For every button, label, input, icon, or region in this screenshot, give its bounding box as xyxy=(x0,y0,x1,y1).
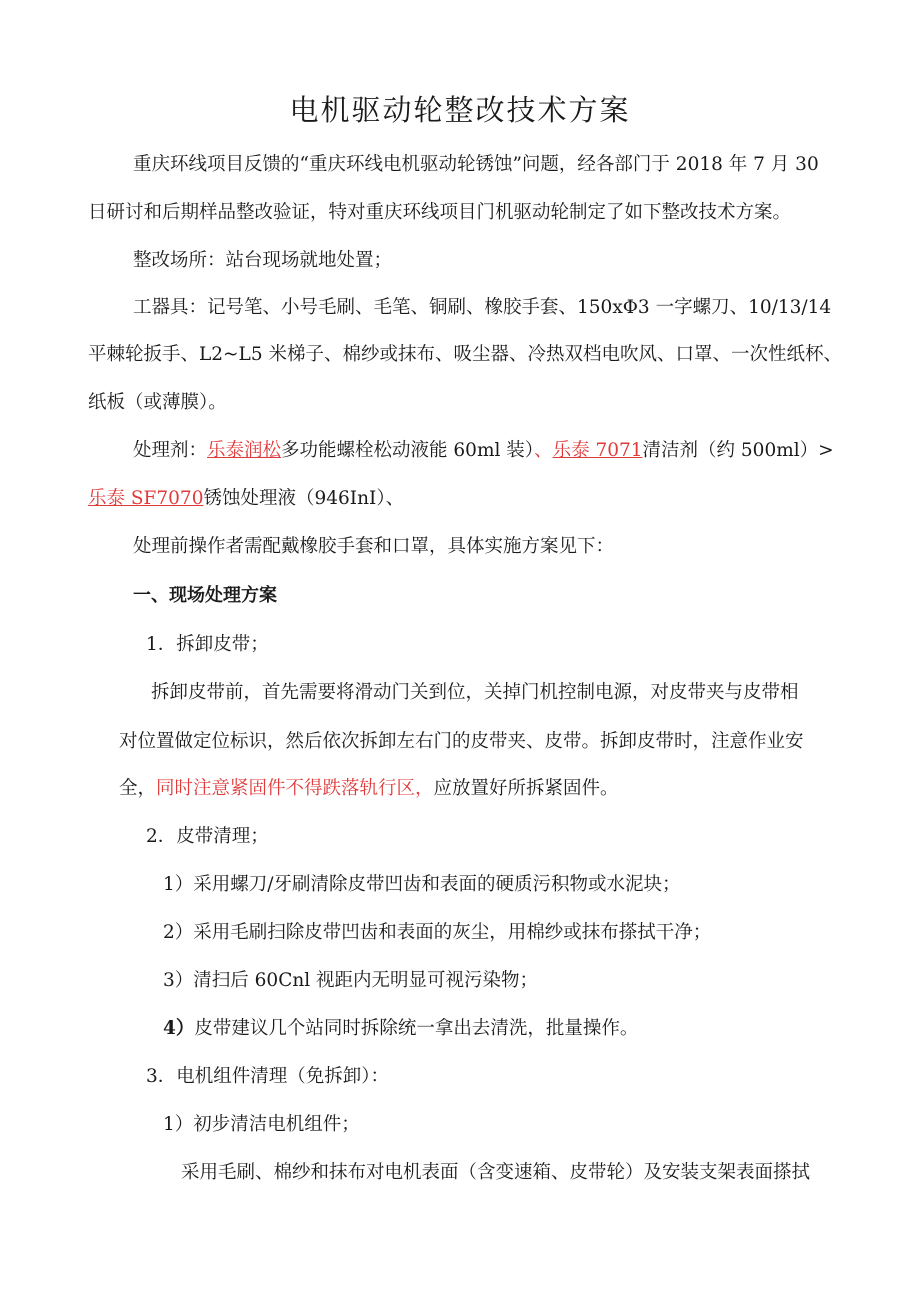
brand-loctite-sf7070: 乐泰 SF7070 xyxy=(88,488,204,509)
intro-line-1: 重庆环线项目反馈的“重庆环线电机驱动轮锈蚀”问题，经各部门于 2018 年 7 月 30 xyxy=(133,154,819,175)
brand-loctite-7071: 乐泰 7071 xyxy=(552,440,643,461)
step-3-title: 3．电机组件清理（免拆卸）： xyxy=(146,1066,390,1087)
step-1-title: 1．拆卸皮带； xyxy=(146,634,269,655)
step-1-line-3-post: 应放置好所拆紧固件。 xyxy=(433,778,619,799)
step-2-item-4 xyxy=(163,1020,638,1039)
step-1-line-3 xyxy=(119,780,619,799)
tools-line-2: 平棘轮扳手、L2~L5 米梯子、棉纱或抹布、吸尘器、冷热双档电吹风、口罩、一次性纸杯、 xyxy=(88,344,842,365)
agents-text-2: 清洁剂（约 500ml）> xyxy=(642,440,834,461)
step-3-sub-1: 1）初步清洁电机组件； xyxy=(163,1114,360,1135)
step-2-item-4-number: 4） xyxy=(163,1018,195,1039)
agents-line-2 xyxy=(88,490,404,509)
site-line: 整改场所：站台现场就地处置； xyxy=(133,250,393,271)
step-2-item-3: 3）清扫后 60Cnl 视距内无明显可视污染物； xyxy=(163,970,539,991)
agents-separator: 、 xyxy=(534,440,553,461)
agents-text-3: 锈蚀处理液（946InI）、 xyxy=(203,488,405,509)
tools-line-1: 工器具：记号笔、小号毛刷、毛笔、铜刷、橡胶手套、150xΦ3 一字螺刀、10/13/14 xyxy=(133,297,832,318)
step-2-title: 2．皮带清理； xyxy=(146,826,269,847)
step-2-item-4-text: 皮带建议几个站同时拆除统一拿出去清洗，批量操作。 xyxy=(194,1018,639,1039)
brand-loctite-runsong: 乐泰润松 xyxy=(207,440,282,461)
step-2-item-2: 2）采用毛刷扫除皮带凹齿和表面的灰尘，用棉纱或抹布搽拭干净； xyxy=(163,922,712,943)
agents-line-1 xyxy=(133,442,834,461)
pre-note: 处理前操作者需配戴橡胶手套和口罩，具体实施方案见下： xyxy=(133,536,615,557)
section-1-heading: 一、现场处理方案 xyxy=(133,585,277,606)
step-1-line-3-pre: 全， xyxy=(119,778,157,799)
step-3-sub-1-text: 采用毛刷、棉纱和抹布对电机表面（含变速箱、皮带轮）及安装支架表面搽拭 xyxy=(181,1162,811,1183)
tools-line-3: 纸板（或薄膜）。 xyxy=(88,392,227,413)
page-title: 电机驱动轮整改技术方案 xyxy=(289,93,631,127)
safety-warning: 同时注意紧固件不得跌落轨行区， xyxy=(156,778,434,799)
step-2-item-1: 1）采用螺刀/牙刷清除皮带凹齿和表面的硬质污积物或水泥块； xyxy=(163,874,681,895)
step-1-line-1: 拆卸皮带前，首先需要将滑动门关到位，关掉门机控制电源，对皮带夹与皮带相 xyxy=(151,682,799,703)
agents-prefix: 处理剂： xyxy=(133,440,208,461)
agents-text-1: 多功能螺栓松动液能 60ml 装） xyxy=(281,440,535,461)
intro-line-2: 日研讨和后期样品整改验证，特对重庆环线项目门机驱动轮制定了如下整改技术方案。 xyxy=(88,202,792,223)
step-1-line-2: 对位置做定位标识，然后依次拆卸左右门的皮带夹、皮带。拆卸皮带时，注意作业安 xyxy=(119,731,804,752)
